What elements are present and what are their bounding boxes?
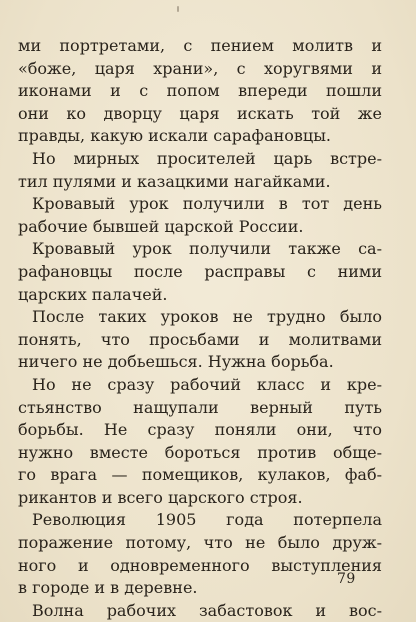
text-line: Но мирных просителей царь встре-	[32, 148, 382, 168]
text-line: ничего не добьешься. Нужна борьба.	[18, 352, 334, 372]
text-line: царских палачей.	[18, 284, 168, 304]
text-line: Революция 1905 года потерпела	[32, 510, 382, 530]
text-line: понять, что просьбами и молитвами	[18, 329, 382, 349]
text-line: в городе и в деревне.	[18, 578, 198, 598]
text-line: «боже, царя храни», с хоругвями и	[18, 58, 382, 78]
text-line: Кровавый урок получили в тот день	[32, 194, 382, 214]
text-line: нужно вместе бороться против обще-	[18, 442, 382, 462]
paper-speck	[177, 6, 179, 12]
text-line: Но не сразу рабочий класс и кре-	[32, 374, 382, 394]
body-text	[18, 35, 382, 622]
text-line: Волна рабочих забастовок и вос-	[32, 600, 382, 620]
text-line: они ко дворцу царя искать той же	[18, 103, 382, 123]
text-line: Кровавый урок получили также са-	[32, 239, 382, 259]
text-line: поражение потому, что не было друж-	[18, 533, 382, 553]
text-line: рабочие бывшей царской России.	[18, 216, 304, 236]
text-line: ми портретами, с пением молитв и	[18, 36, 382, 55]
text-line: После таких уроков не трудно было	[32, 307, 382, 327]
text-line: го врага — помещиков, кулаков, фаб-	[18, 465, 382, 485]
text-line: правды, какую искали сарафановцы.	[18, 126, 332, 146]
text-line: иконами и с попом впереди пошли	[18, 81, 382, 101]
text-line: рикантов и всего царского строя.	[18, 487, 303, 507]
text-line: борьбы. Не сразу поняли они, что	[18, 420, 382, 440]
text-line: стьянство нащупали верный путь	[18, 397, 382, 417]
text-line: тил пулями и казацкими нагайками.	[18, 171, 331, 191]
text-line: рафановцы после расправы с ними	[18, 261, 382, 281]
text-line: ного и одновременного выступления	[18, 555, 382, 575]
page-number: 79	[337, 571, 356, 587]
